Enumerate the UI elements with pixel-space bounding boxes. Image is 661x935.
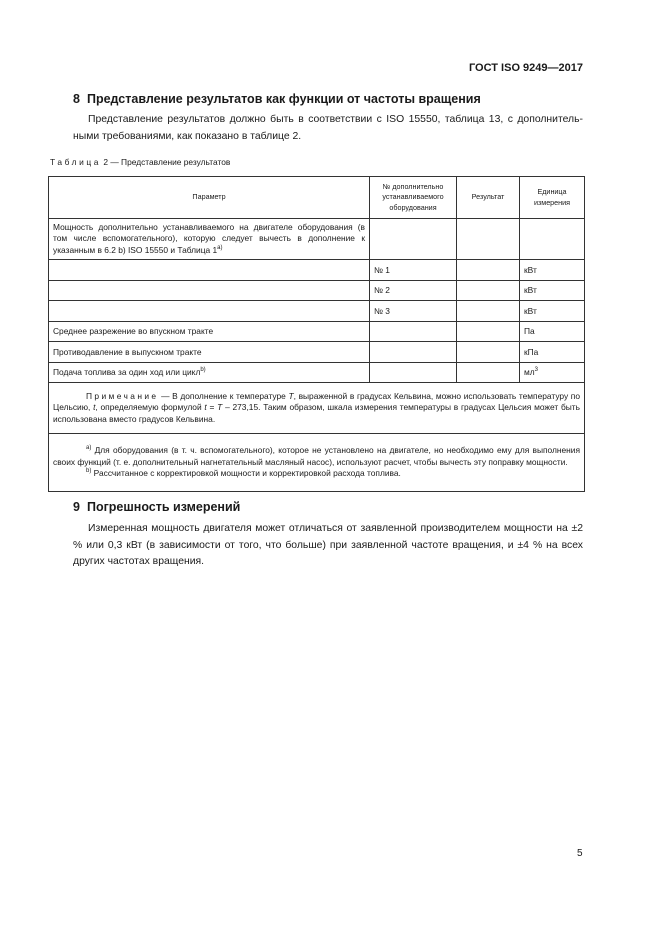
section-8-paragraph: Представление результатов должно быть в соответствии с ISO 15550, таблица 13, с дополнительными требованиями, как показано в таблице 2. (73, 114, 583, 142)
cell-empty (49, 280, 370, 301)
table-footnotes-row (49, 434, 585, 492)
additional-power-text: Мощность дополнительно устанавливаемого на двигателе оборудования (в том числе вспомогательного), которую следует вычесть в дополнение к указанным в 6.2 b) ISO 15550 и Таблица 1$^{a)}$ (53, 222, 365, 255)
cell-empty (49, 260, 370, 281)
cell-empty (370, 219, 457, 260)
section-8-heading (73, 92, 481, 106)
cell-equipment-number: № 3 (370, 301, 457, 322)
cell-equipment-number: № 1 (370, 260, 457, 281)
table-note-row (49, 383, 585, 434)
cell-empty (370, 362, 457, 383)
footnote-a: $^{a)}$ Для оборудования (в т. ч. вспомогательного), которое не установлено на двигателе, но необходимо ему для выполнения своих функций (т. е. дополнительный нагнетательный масляный насос), используют расчет, чтобы вычесть эту поправку мощности. (53, 444, 580, 467)
cell-empty (457, 342, 520, 363)
cell-empty (520, 219, 585, 260)
table-row (49, 342, 585, 363)
cell-empty (49, 301, 370, 322)
cell-unit: Па (520, 321, 585, 342)
header-parameter: Параметр (49, 177, 370, 219)
cell-empty (370, 321, 457, 342)
header-unit: Единица измерения (520, 177, 585, 219)
cell-unit: кВт (520, 260, 585, 281)
footnote-ref-a: a) (217, 244, 223, 251)
header-equipment-number: № дополнительно устанавливаемого оборудования (370, 177, 457, 219)
table-row (49, 301, 585, 322)
cell-parameter: Среднее разрежение во впускном тракте (49, 321, 370, 342)
table-row (49, 260, 585, 281)
cell-empty (457, 260, 520, 281)
cell-unit: кВт (520, 301, 585, 322)
footnote-b: $^{b)}$ Рассчитанное с корректировкой мощности и корректировкой расхода топлива. (86, 468, 401, 479)
section-8-number: 8 (73, 92, 80, 106)
cell-empty (370, 342, 457, 363)
header-result: Результат (457, 177, 520, 219)
table-row (49, 321, 585, 342)
cell-empty (457, 301, 520, 322)
table-note: Примечание — В дополнение к температуре T, выраженной в градусах Кельвина, можно использовать температуру по Цельсию, t, определяемую формулой t = T – 273,15. Таким образом, шкала измерения температуры в градусах Цельсия может быть использована вместо градусов Кельвина. (49, 383, 585, 434)
table-caption (50, 157, 230, 167)
cell-equipment-number: № 2 (370, 280, 457, 301)
cell-empty (457, 280, 520, 301)
table-row (49, 280, 585, 301)
cell-empty (457, 362, 520, 383)
table-row (49, 362, 585, 383)
cell-empty (457, 321, 520, 342)
page-number: 5 (577, 848, 583, 859)
document-id: ГОСТ ISO 9249—2017 (468, 62, 583, 74)
note-label: Примечание (86, 390, 159, 401)
cell-additional-equipment-power (49, 219, 370, 260)
table-caption-label: Таблица (50, 157, 102, 167)
cell-empty (457, 219, 520, 260)
table-caption-text: 2 — Представление результатов (103, 157, 231, 167)
cell-unit: кПа (520, 342, 585, 363)
table-header-row (49, 177, 585, 219)
section-9-heading (73, 500, 240, 514)
section-9-paragraph: Измеренная мощность двигателя может отличаться от заявленной производителем мощности на ±2 % или 0,3 кВт (в зависимости от того, что больше) при заявленной частоте вращения, и ±4 % на всех других частотах вращения. (73, 523, 583, 567)
results-table (48, 176, 585, 492)
cell-unit: кВт (520, 280, 585, 301)
table-footnotes (49, 434, 585, 492)
section-9-title: Погрешность измерений (86, 500, 241, 514)
cell-unit: $мл^3$ (520, 362, 585, 383)
cell-parameter: Противодавление в выпускном тракте (49, 342, 370, 363)
section-9-number: 9 (73, 500, 80, 514)
cell-parameter: Подача топлива за один ход или цикл$^{b)}$ (49, 362, 370, 383)
table-row (49, 219, 585, 260)
section-8-title: Представление результатов как функции от частоты вращения (86, 92, 481, 106)
footnote-ref-b: b) (200, 367, 206, 374)
